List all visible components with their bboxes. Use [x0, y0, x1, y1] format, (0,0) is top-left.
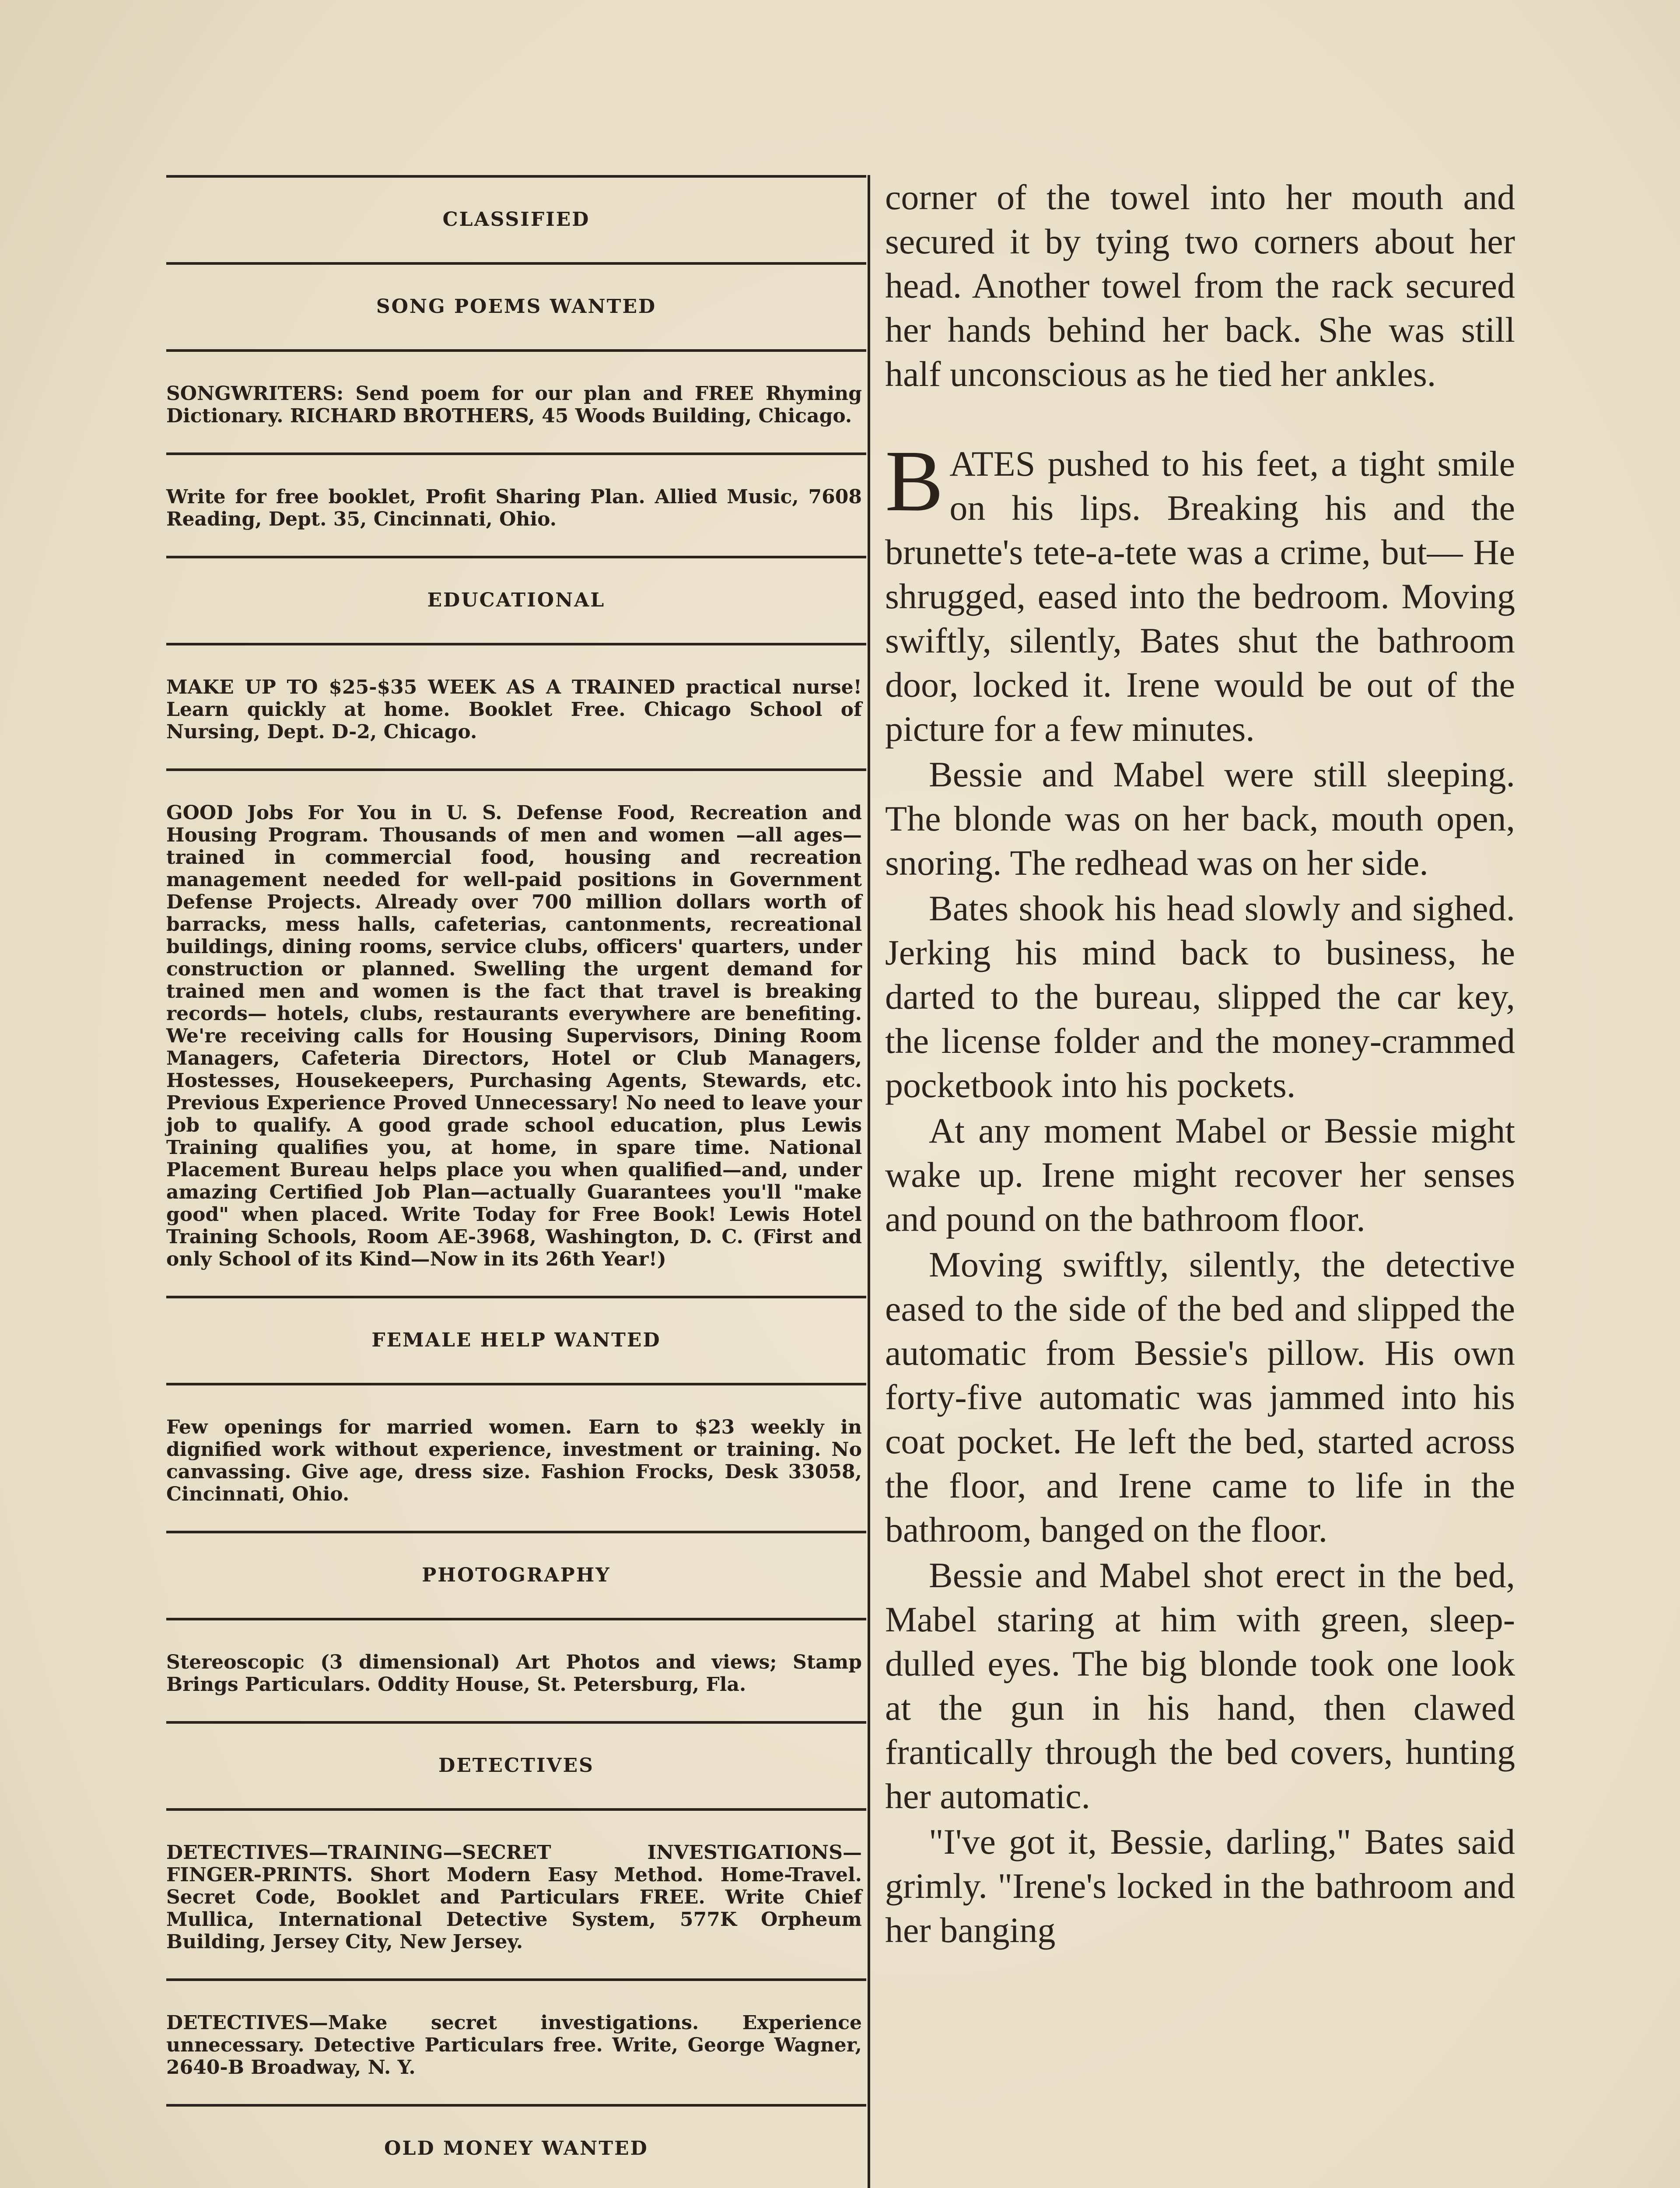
divider-rule	[166, 2104, 866, 2107]
classified-ad: Write for free booklet, Profit Sharing Plan. Allied Music, 7608 Reading, Dept. 35, Cincinnati, Ohio.	[166, 486, 862, 530]
classified-ad: GOOD Jobs For You in U. S. Defense Food, Recreation and Housing Program. Thousands of men and women —all ages—trained in commercial food, housing and recreation management needed for well-paid positions in Government Defense Projects. Already over 700 million dollars worth of barracks, mess halls, cafeterias, cantonments, recreational buildings, dining rooms, service clubs, officers' quarters, under construction or planned. Swelling the urgent demand for trained men and women is the fact that travel is breaking records— hotels, clubs, restaurants everywhere are benefiting. We're receiving calls for Housing Supervisors, Dining Room Managers, Cafeteria Directors, Hotel or Club Managers, Hostesses, Housekeepers, Purchasing Agents, Stewards, etc. Previous Experience Proved Unnecessary! No need to leave your job to qualify. A good grade school education, plus Lewis Training qualifies you, at home, in spare time. National Placement Bureau helps place you when qualified—and, under amazing Certified Job Plan—actually Guarantees you'll "make good" when placed. Write Today for Free Book! Lewis Hotel Training Schools, Room AE-3968, Washington, D. C. (First and only School of its Kind—Now in its 26th Year!)	[166, 802, 862, 1270]
section-heading: OLD MONEY WANTED	[384, 2137, 648, 2160]
divider-rule	[166, 175, 866, 178]
divider-rule	[166, 768, 866, 771]
story-column	[885, 175, 1515, 1953]
section-heading: PHOTOGRAPHY	[422, 1564, 611, 1586]
classified-ad: DETECTIVES—TRAINING—SECRET INVESTIGATIONS—FINGER-PRINTS. Short Modern Easy Method. Home-Travel. Secret Code, Booklet and Particulars FREE. Write Chief Mullica, International Detective System, 577K Orpheum Building, Jersey City, New Jersey.	[166, 1841, 862, 1953]
section-heading: FEMALE HELP WANTED	[371, 1329, 661, 1351]
classified-title: CLASSIFIED	[442, 208, 590, 231]
story-paragraph	[885, 433, 1515, 751]
divider-rule	[166, 262, 866, 265]
divider-rule	[166, 556, 866, 558]
divider-rule	[166, 1383, 866, 1385]
divider-rule	[166, 1978, 866, 1981]
classified-ad: Few openings for married women. Earn to $23 weekly in dignified work without experience, investment or training. No canvassing. Give age, dress size. Fashion Frocks, Desk 33058, Cincinnati, Ohio.	[166, 1416, 862, 1505]
classified-ad: SONGWRITERS: Send poem for our plan and FREE Rhyming Dictionary. RICHARD BROTHERS, 45 Woods Building, Chicago.	[166, 382, 862, 427]
divider-rule	[166, 1296, 866, 1298]
story-paragraph: Bessie and Mabel were still sleeping. The blonde was on her back, mouth open, snoring. The redhead was on her side.	[885, 754, 1515, 883]
column-divider	[868, 175, 870, 2188]
classified-ad: Stereoscopic (3 dimensional) Art Photos and views; Stamp Brings Particulars. Oddity House, St. Petersburg, Fla.	[166, 1651, 862, 1696]
section-heading: SONG POEMS WANTED	[376, 295, 657, 318]
classified-ad: DETECTIVES—Make secret investigations. Experience unnecessary. Detective Particulars free. Write, George Wagner, 2640-B Broadway, N. Y.	[166, 2012, 862, 2079]
story-paragraph: At any moment Mabel or Bessie might wake up. Irene might recover her senses and pound on the bathroom floor.	[885, 1111, 1515, 1239]
divider-rule	[166, 643, 866, 645]
drop-cap: B	[885, 433, 944, 529]
divider-rule	[166, 1531, 866, 1533]
divider-rule	[166, 1808, 866, 1811]
story-paragraph: Bates shook his head slowly and sighed. Jerking his mind back to business, he darted to the bureau, slipped the car key, the license folder and the money-crammed pocketbook into his pockets.	[885, 888, 1515, 1105]
story-paragraph: "I've got it, Bessie, darling," Bates said grimly. "Irene's locked in the bathroom and her banging	[885, 1822, 1515, 1950]
classified-ad: MAKE UP TO $25-$35 WEEK AS A TRAINED practical nurse! Learn quickly at home. Booklet Free. Chicago School of Nursing, Dept. D-2, Chicago.	[166, 676, 862, 743]
divider-rule	[166, 1618, 866, 1620]
divider-rule	[166, 452, 866, 455]
divider-rule	[166, 349, 866, 352]
story-paragraph: corner of the towel into her mouth and secured it by tying two corners about her head. Another towel from the rack secured her hands behind her back. She was still half unconscious as he tied her ankles.	[885, 177, 1515, 394]
story-paragraph: Bessie and Mabel shot erect in the bed, Mabel staring at him with green, sleep-dulled eyes. The big blonde took one look at the gun in his hand, then clawed frantically through the bed covers, hunting her automatic.	[885, 1555, 1515, 1816]
classified-column	[166, 175, 866, 2188]
section-heading: DETECTIVES	[438, 1754, 594, 1777]
story-paragraph-text: ATES pushed to his feet, a tight smile on his lips. Breaking his and the brunette's tete-a-tete was a crime, but— He shrugged, eased into the bedroom. Moving swiftly, silently, Bates shut the bathroom door, locked it. Irene would be out of the picture for a few minutes.	[885, 444, 1515, 749]
divider-rule	[166, 1721, 866, 1724]
section-heading: EDUCATIONAL	[427, 589, 606, 611]
story-paragraph: Moving swiftly, silently, the detective eased to the side of the bed and slipped the automatic from Bessie's pillow. His own forty-five automatic was jammed into his coat pocket. He left the bed, started across the floor, and Irene came to life in the bathroom, banged on the floor.	[885, 1245, 1515, 1550]
